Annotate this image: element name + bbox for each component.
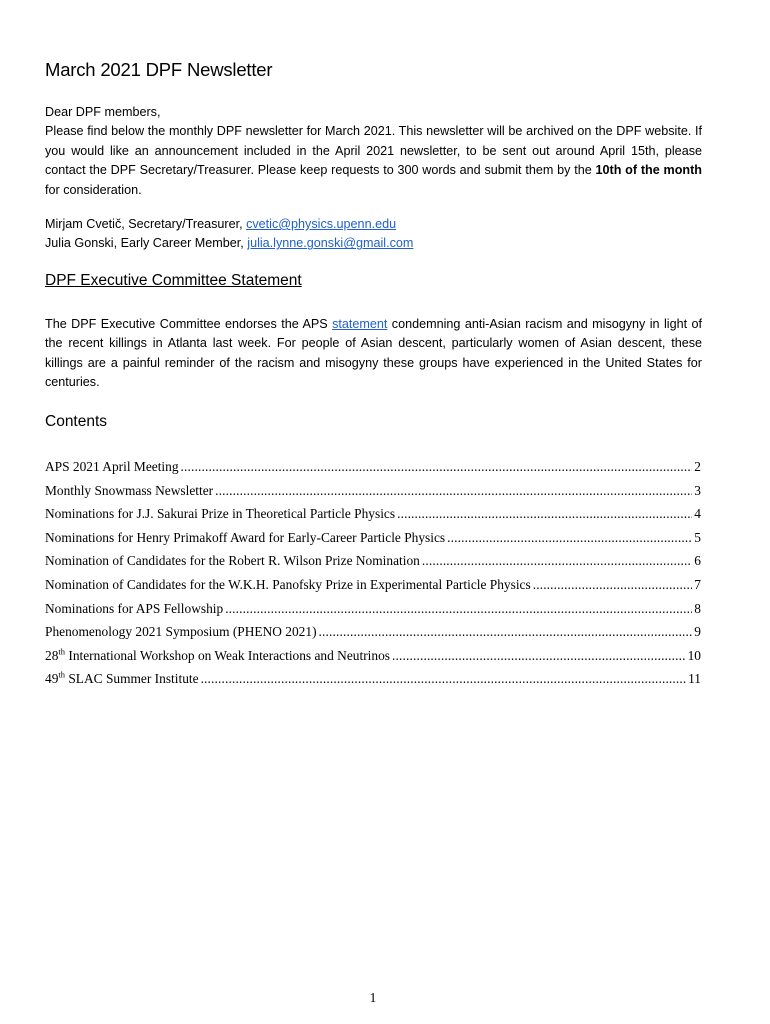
toc-entry-title: 28th International Workshop on Weak Interactions and Neutrinos: [45, 646, 390, 663]
statement-text-end: condemning anti-Asian racism and misogyny in light of the recent killings in Atlanta last week. For people of Asian descent, particularly women of Asian descent, these killings are a painful reminder of the racism and misogyny these groups have experienced in the United States for centuries.: [45, 317, 702, 390]
toc-page-number: 5: [694, 529, 701, 545]
dot-leader: [181, 455, 693, 479]
toc-entry-title: Phenomenology 2021 Symposium (PHENO 2021): [45, 624, 317, 640]
toc-page-number: 8: [694, 600, 701, 616]
dot-leader: [201, 667, 687, 691]
toc-entry-title: Nominations for APS Fellowship: [45, 600, 224, 616]
dot-leader: [215, 479, 692, 503]
toc-page-number: 10: [687, 647, 701, 663]
toc-page-number: 9: [694, 624, 701, 640]
toc-entry[interactable]: [45, 573, 701, 597]
toc-entry[interactable]: [45, 667, 701, 691]
toc-page-number: 6: [694, 553, 701, 569]
dot-leader: [397, 502, 692, 526]
toc-page-number: 4: [694, 506, 701, 522]
intro-text: Please find below the monthly DPF newsletter for March 2021. This newsletter will be archived on the DPF website. If you would like an announcement included in the April 2021 newsletter, to be sent out around April 15th, please contact the DPF Secretary/Treasurer. Please keep requests to 300 words and submit them by the: [45, 124, 702, 178]
toc-entry[interactable]: [45, 549, 701, 573]
email-link[interactable]: julia.lynne.gonski@gmail.com: [247, 236, 414, 251]
contact-name: Mirjam Cvetič, Secretary/Treasurer,: [45, 217, 247, 231]
dot-leader: [533, 573, 693, 597]
contact-line: [45, 215, 702, 234]
toc-entry-title: 49th SLAC Summer Institute: [45, 669, 199, 687]
toc-entry[interactable]: [45, 597, 701, 621]
toc-entry[interactable]: [45, 455, 701, 479]
toc-entry[interactable]: [45, 644, 701, 668]
greeting: Dear DPF members,: [45, 105, 161, 119]
toc-entry-title: APS 2021 April Meeting: [45, 459, 179, 474]
intro-deadline-bold: 10th of the month: [595, 163, 702, 178]
contact-name: Julia Gonski, Early Career Member,: [45, 236, 248, 251]
dot-leader: [447, 526, 692, 550]
executive-statement-text: [45, 315, 702, 393]
intro-text-end: for consideration.: [45, 182, 142, 197]
toc-entry-title: Nominations for Henry Primakoff Award for Early-Career Particle Physics: [45, 529, 446, 545]
page-title: March 2021 DPF Newsletter: [45, 59, 273, 80]
executive-statement-heading: DPF Executive Committee Statement: [45, 272, 302, 289]
contents-heading: Contents: [45, 413, 108, 430]
toc-entry[interactable]: [45, 526, 701, 550]
dot-leader: [225, 597, 692, 621]
toc-page-number: 7: [694, 576, 701, 592]
email-link[interactable]: cvetic@physics.upenn.edu: [246, 217, 397, 231]
page-number: 1: [369, 990, 377, 1005]
table-of-contents: [45, 455, 701, 691]
intro-section: [45, 103, 702, 200]
toc-page-number: 3: [694, 482, 701, 498]
statement-text: The DPF Executive Committee endorses the APS: [45, 317, 333, 331]
contact-line: [45, 234, 702, 253]
toc-entry-title: Nominations for J.J. Sakurai Prize in Theoretical Particle Physics: [45, 506, 396, 522]
toc-entry[interactable]: [45, 620, 701, 644]
toc-entry-title: Nomination of Candidates for the W.K.H. Panofsky Prize in Experimental Particle Physics: [45, 576, 531, 592]
dot-leader: [319, 620, 693, 644]
toc-entry[interactable]: [45, 479, 701, 503]
contacts-section: [45, 215, 702, 254]
statement-link[interactable]: statement: [332, 317, 388, 331]
intro-paragraph: [45, 122, 702, 200]
toc-entry-title: Monthly Snowmass Newsletter: [45, 482, 214, 498]
toc-page-number: 2: [694, 459, 701, 474]
toc-entry-title: Nomination of Candidates for the Robert R. Wilson Prize Nomination: [45, 553, 420, 569]
dot-leader: [392, 644, 686, 668]
toc-entry[interactable]: [45, 502, 701, 526]
dot-leader: [422, 549, 692, 573]
toc-page-number: 11: [688, 671, 701, 687]
